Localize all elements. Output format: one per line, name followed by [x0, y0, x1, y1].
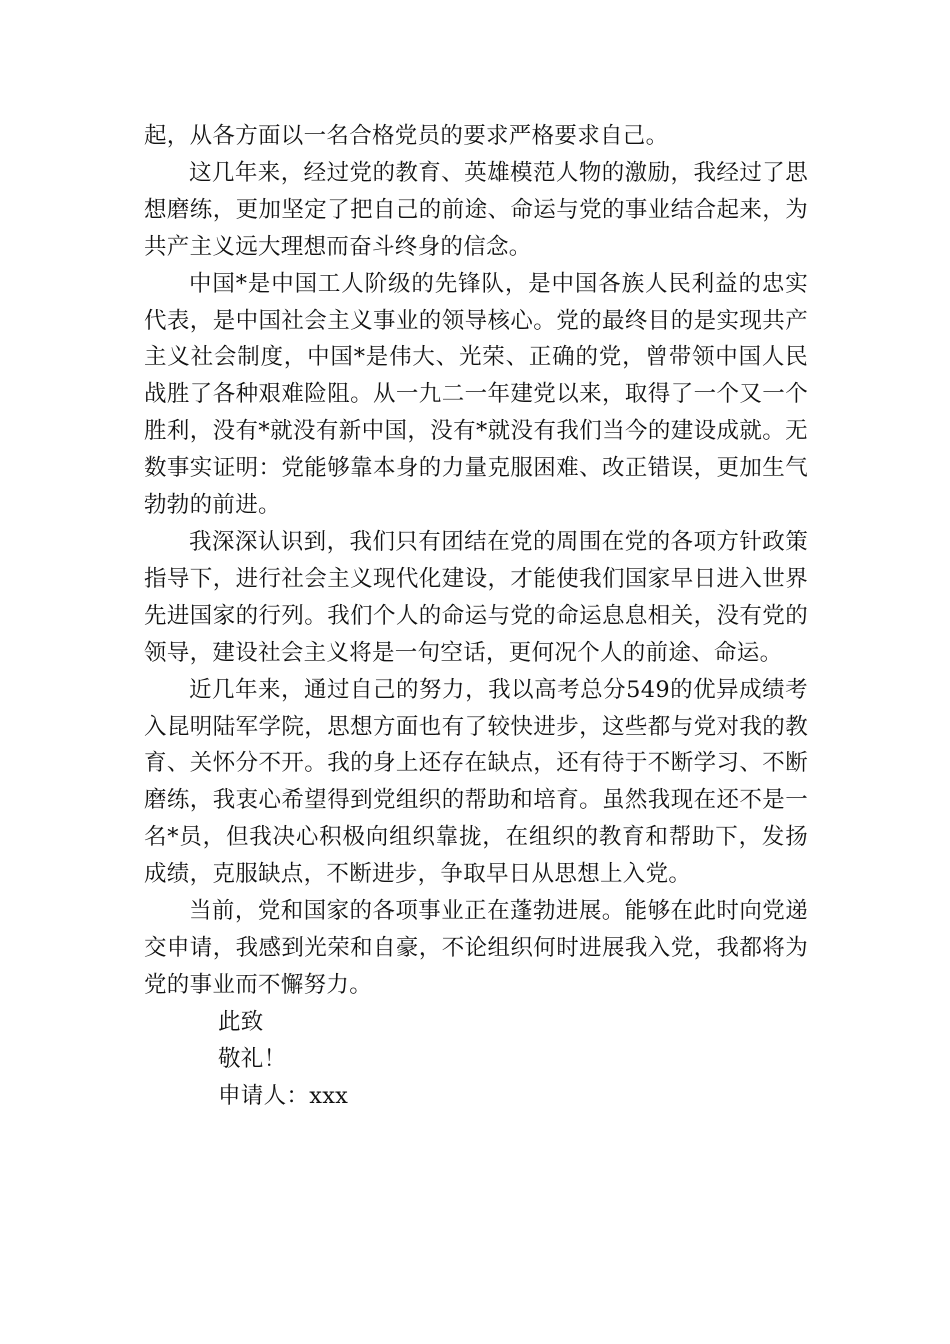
document-page — [144, 118, 808, 1114]
paragraph-5: 近几年来，通过自己的努力，我以高考总分549的优异成绩考入昆明陆军学院，思想方面也有了较快进步，这些都与党对我的教育、关怀分不开。我的身上还存在缺点，还有待于不断学习、不断磨练，我衷心希望得到党组织的帮助和培育。虽然我现在还不是一名*员，但我决心积极向组织靠拢，在组织的教育和帮助下，发扬成绩，克服缺点，不断进步，争取早日从思想上入党。 — [144, 676, 808, 888]
closing-salutation: 此致 — [218, 1008, 264, 1035]
paragraph-2: 这几年来，经过党的教育、英雄模范人物的激励，我经过了思想磨练，更加坚定了把自己的前途、命运与党的事业结合起来，为共产主义远大理想而奋斗终身的信念。 — [144, 159, 808, 260]
paragraph-3: 中国*是中国工人阶级的先锋队，是中国各族人民利益的忠实代表，是中国社会主义事业的领导核心。党的最终目的是实现共产主义社会制度，中国*是伟大、光荣、正确的党，曾带领中国人民战胜了各种艰难险阻。从一九二一年建党以来，取得了一个又一个胜利，没有*就没有新中国，没有*就没有我们当今的建设成就。无数事实证明：党能够靠本身的力量克服困难、改正错误，更加生气勃勃的前进。 — [144, 270, 808, 519]
paragraph-4: 我深深认识到，我们只有团结在党的周围在党的各项方针政策指导下，进行社会主义现代化建设，才能使我们国家早日进入世界先进国家的行列。我们个人的命运与党的命运息息相关，没有党的领导，建设社会主义将是一句空话，更何况个人的前途、命运。 — [144, 528, 808, 666]
closing-regards: 敬礼！ — [218, 1045, 287, 1072]
paragraph-1: 起，从各方面以一名合格党员的要求严格要求自己。 — [144, 123, 669, 149]
applicant-signature-line: 申请人：xxx — [218, 1082, 349, 1109]
paragraph-6: 当前，党和国家的各项事业正在蓬勃进展。能够在此时向党递交申请，我感到光荣和自豪，不论组织何时进展我入党，我都将为党的事业而不懈努力。 — [144, 898, 808, 998]
